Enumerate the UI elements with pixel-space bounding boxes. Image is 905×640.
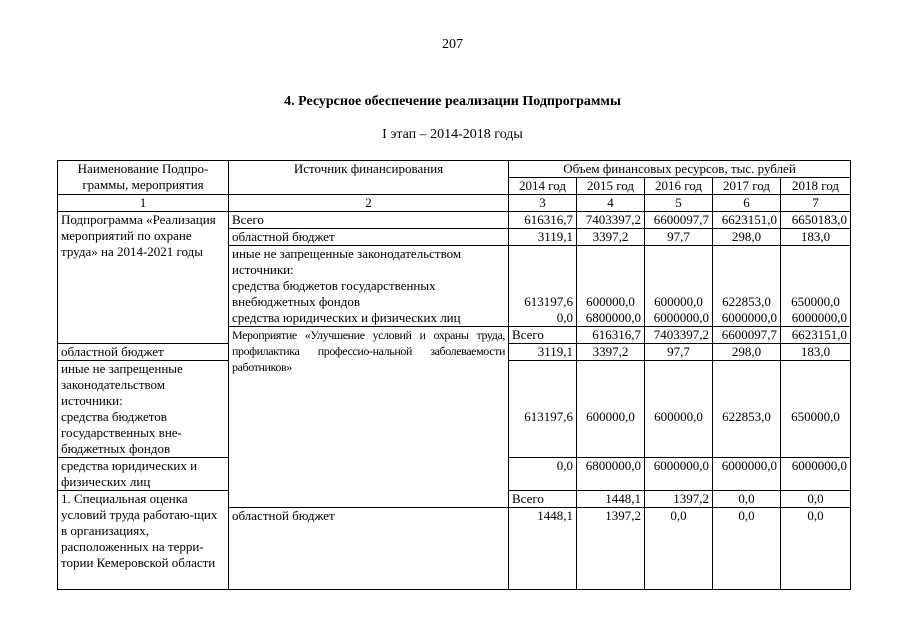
source-cell xyxy=(229,246,509,311)
value-cell: 6650183,0 xyxy=(781,212,851,229)
value-cell: 183,0 xyxy=(781,344,851,361)
value-cell: 97,7 xyxy=(645,229,713,246)
value-cell: 3119,1 xyxy=(509,229,577,246)
year-header: 2018 год xyxy=(781,178,851,195)
source-line: средства бюджетов государственных внебюджетных фондов xyxy=(232,278,436,309)
value-cell: 616316,7 xyxy=(509,212,577,229)
column-number: 7 xyxy=(781,195,851,212)
value-cell: 600000,0 xyxy=(577,246,645,311)
value-cell: 6000000,0 xyxy=(713,310,781,327)
value-cell: 0,0 xyxy=(645,508,713,590)
column-number: 2 xyxy=(229,195,509,212)
value-cell: 6800000,0 xyxy=(577,310,645,327)
value-cell: 97,7 xyxy=(645,344,713,361)
value-cell: 622853,0 xyxy=(713,246,781,311)
year-header: 2016 год xyxy=(645,178,713,195)
source-line: средства бюджетов государственных вне-бюджетных фондов xyxy=(61,409,182,456)
value-cell: 183,0 xyxy=(781,229,851,246)
column-number: 6 xyxy=(713,195,781,212)
value-cell: 0,0 xyxy=(781,491,851,508)
value-cell: 600000,0 xyxy=(645,361,713,458)
header-volume-cell: Объем финансовых ресурсов, тыс. рублей xyxy=(509,161,851,178)
header-source-cell: Источник финансирования xyxy=(229,161,509,195)
value-cell: 0,0 xyxy=(509,458,577,491)
value-cell: 0,0 xyxy=(713,491,781,508)
value-cell: 298,0 xyxy=(713,344,781,361)
block-name-cell: Мероприятие «Улучшение условий и охраны труда, профилактика профессио-нальной заболеваемости работников» xyxy=(229,327,509,508)
value-cell: 7403397,2 xyxy=(645,327,713,344)
source-cell: средства юридических и физических лиц xyxy=(229,310,509,327)
value-cell: 1397,2 xyxy=(577,508,645,590)
value-cell: 6000000,0 xyxy=(781,458,851,491)
section-title: 4. Ресурсное обеспечение реализации Подпрограммы xyxy=(284,94,621,109)
value-cell: 6600097,7 xyxy=(645,212,713,229)
header-name-cell: Наименование Подпро-граммы, мероприятия xyxy=(58,161,229,195)
source-cell: средства юридических и физических лиц xyxy=(58,458,229,491)
value-cell: 3119,1 xyxy=(509,344,577,361)
value-cell: 3397,2 xyxy=(577,344,645,361)
resource-table xyxy=(57,160,851,590)
source-line: иные не запрещенные законодательством источники: xyxy=(232,246,462,277)
value-cell: 6800000,0 xyxy=(577,458,645,491)
source-line: иные не запрещенные законодательством источники: xyxy=(61,361,183,408)
value-cell: 613197,6 xyxy=(509,361,577,458)
value-cell: 650000,0 xyxy=(781,246,851,311)
value-cell: 0,0 xyxy=(781,508,851,590)
value-cell: 6623151,0 xyxy=(713,212,781,229)
value-cell: 650000,0 xyxy=(781,361,851,458)
value-cell: 622853,0 xyxy=(713,361,781,458)
value-cell: 6600097,7 xyxy=(713,327,781,344)
block-name-cell: Подпрограмма «Реализация мероприятий по охране труда» на 2014-2021 годы xyxy=(58,212,229,344)
column-number: 3 xyxy=(509,195,577,212)
value-cell: 1448,1 xyxy=(577,491,645,508)
value-cell: 616316,7 xyxy=(577,327,645,344)
value-cell: 0,0 xyxy=(509,310,577,327)
source-cell: областной бюджет xyxy=(58,344,229,361)
value-cell: 7403397,2 xyxy=(577,212,645,229)
column-number: 5 xyxy=(645,195,713,212)
value-cell: 0,0 xyxy=(713,508,781,590)
page-number: 207 xyxy=(442,37,463,52)
value-cell: 613197,6 xyxy=(509,246,577,311)
source-cell: областной бюджет xyxy=(229,508,509,590)
column-number: 4 xyxy=(577,195,645,212)
source-cell: Всего xyxy=(229,212,509,229)
value-cell: 298,0 xyxy=(713,229,781,246)
year-header: 2015 год xyxy=(577,178,645,195)
value-cell: 600000,0 xyxy=(577,361,645,458)
value-cell: 6000000,0 xyxy=(713,458,781,491)
value-cell: 6623151,0 xyxy=(781,327,851,344)
column-number: 1 xyxy=(58,195,229,212)
stage-subtitle: I этап – 2014-2018 годы xyxy=(382,127,523,142)
year-header: 2017 год xyxy=(713,178,781,195)
source-cell xyxy=(58,361,229,458)
value-cell: 6000000,0 xyxy=(645,458,713,491)
value-cell: 6000000,0 xyxy=(781,310,851,327)
value-cell: 600000,0 xyxy=(645,246,713,311)
source-cell: Всего xyxy=(509,491,577,508)
source-cell: Всего xyxy=(509,327,577,344)
block-name-cell: 1. Специальная оценка условий труда работаю-щих в организациях, расположенных на терри-тории Кемеровской области xyxy=(58,491,229,590)
value-cell: 6000000,0 xyxy=(645,310,713,327)
value-cell: 3397,2 xyxy=(577,229,645,246)
source-cell: областной бюджет xyxy=(229,229,509,246)
header-row-numbers xyxy=(58,195,851,212)
header-row-1 xyxy=(58,161,851,178)
year-header: 2014 год xyxy=(509,178,577,195)
value-cell: 1397,2 xyxy=(645,491,713,508)
value-cell: 1448,1 xyxy=(509,508,577,590)
table-row xyxy=(58,212,851,229)
